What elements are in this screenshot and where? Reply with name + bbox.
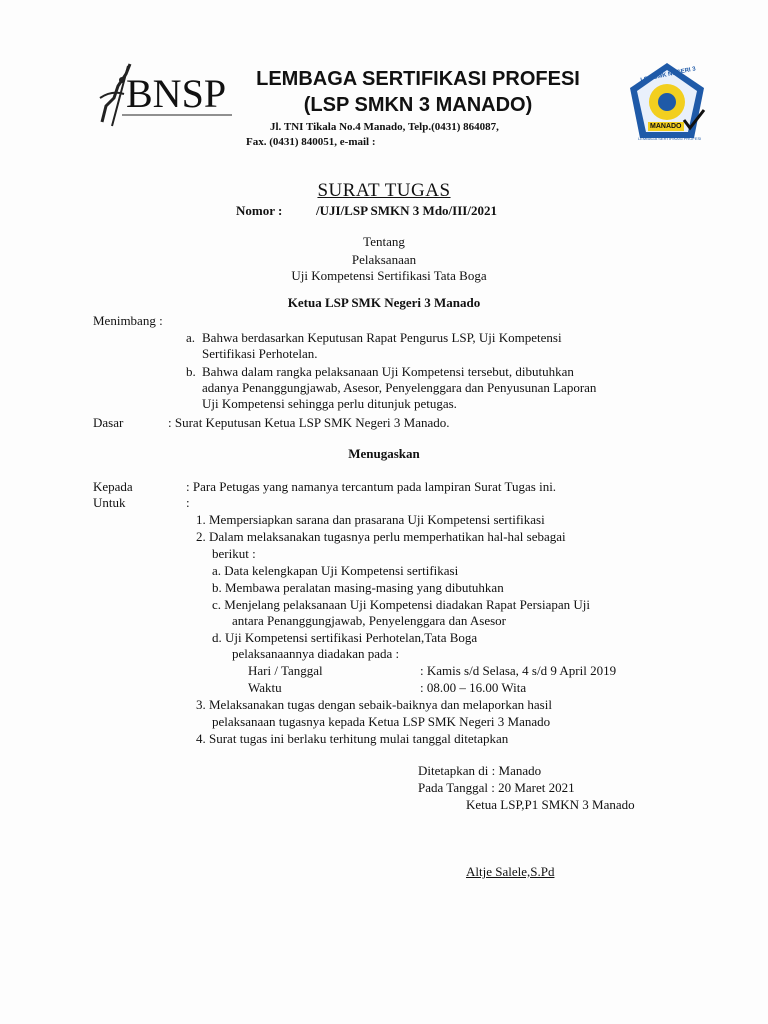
jabatan-line: Ketua LSP,P1 SMKN 3 Manado <box>466 797 635 812</box>
lsp-seal <box>624 60 710 144</box>
untuk-label: Untuk <box>93 495 126 510</box>
dasar-label: Dasar <box>93 415 124 430</box>
issuer-line: Ketua LSP SMK Negeri 3 Manado <box>287 295 481 310</box>
signatory-name: Altje Salele,S.Pd <box>466 864 555 879</box>
task-4: 4. Surat tugas ini berlaku terhitung mulai tanggal ditetapkan <box>196 731 509 746</box>
tanggal-line: Pada Tanggal : 20 Maret 2021 <box>418 780 575 795</box>
nomor-label: Nomor : <box>236 203 283 218</box>
task-1: 1. Mempersiapkan sarana dan prasarana Uji Kompetensi sertifikasi <box>196 512 545 527</box>
ditetapkan-line: Ditetapkan di : Manado <box>418 763 542 778</box>
task-3-line2: pelaksanaan tugasnya kepada Ketua LSP SMK Negeri 3 Manado <box>212 714 551 729</box>
kepada-label: Kepada <box>93 479 133 494</box>
dasar-text: : Surat Keputusan Ketua LSP SMK Negeri 3 Manado. <box>168 415 450 430</box>
org-name-line2: (LSP SMKN 3 MANADO) <box>303 94 533 116</box>
menimbang-marker-a: a. <box>186 330 196 345</box>
bnsp-logo <box>92 60 232 130</box>
waktu-value: : 08.00 – 16.00 Wita <box>420 680 527 695</box>
letter-title: SURAT TUGAS <box>317 180 451 201</box>
menimbang-label: Menimbang : <box>93 313 163 328</box>
menimbang-a-line2: Sertifikasi Perhotelan. <box>202 346 318 361</box>
tentang-line2: Pelaksanaan <box>351 252 417 267</box>
nomor-value: /UJI/LSP SMKN 3 Mdo/III/2021 <box>316 203 497 218</box>
hari-value: : Kamis s/d Selasa, 4 s/d 9 April 2019 <box>420 663 617 678</box>
menimbang-a-line1: Bahwa berdasarkan Keputusan Rapat Pengurus LSP, Uji Kompetensi <box>202 330 562 345</box>
subtask-b: b. Membawa peralatan masing-masing yang dibutuhkan <box>212 580 504 595</box>
untuk-colon: : <box>186 495 190 510</box>
task-3-line1: 3. Melaksanakan tugas dengan sebaik-baiknya dan melaporkan hasil <box>196 697 552 712</box>
hari-label: Hari / Tanggal <box>248 663 323 678</box>
subtask-a: a. Data kelengkapan Uji Kompetensi sertifikasi <box>212 563 459 578</box>
subtask-c-line2: antara Penanggungjawab, Penyelenggara dan Asesor <box>232 613 506 628</box>
menimbang-marker-b: b. <box>186 364 196 379</box>
address-line2: Fax. (0431) 840051, e-mail : <box>246 136 376 148</box>
tentang-line1: Tentang <box>363 234 405 249</box>
seal-top-text: LSP SMK NEGERI 3 <box>639 66 697 84</box>
menimbang-b-line2: adanya Penanggungjawab, Asesor, Penyelenggara dan Penyusunan Laporan <box>202 380 597 395</box>
menimbang-b-line1: Bahwa dalam rangka pelaksanaan Uji Kompetensi tersebut, dibutuhkan <box>202 364 574 379</box>
menugaskan-heading: Menugaskan <box>348 446 420 461</box>
seal-city-text: MANADO <box>650 123 682 130</box>
tentang-line3: Uji Kompetensi Sertifikasi Tata Boga <box>291 268 487 283</box>
task-2-line2: berikut : <box>212 546 256 561</box>
menimbang-b-line3: Uji Kompetensi sehingga perlu ditunjuk petugas. <box>202 396 457 411</box>
kepada-text: : Para Petugas yang namanya tercantum pada lampiran Surat Tugas ini. <box>186 479 557 494</box>
subtask-d-line1: d. Uji Kompetensi sertifikasi Perhotelan,Tata Boga <box>212 630 478 645</box>
bnsp-logo-text: BNSP <box>126 71 227 116</box>
address-line1: Jl. TNI Tikala No.4 Manado, Telp.(0431) 864087, <box>270 121 499 133</box>
subtask-d-line2: pelaksanaannya diadakan pada : <box>232 646 400 661</box>
subtask-c-line1: c. Menjelang pelaksanaan Uji Kompetensi diadakan Rapat Persiapan Uji <box>212 597 590 612</box>
waktu-label: Waktu <box>248 680 282 695</box>
org-name-line1: LEMBAGA SERTIFIKASI PROFESI <box>256 68 580 90</box>
task-2-line1: 2. Dalam melaksanakan tugasnya perlu memperhatikan hal-hal sebagai <box>196 529 566 544</box>
seal-bottom-text: LEMBAGA SERTIFIKASI PROFESI <box>638 136 702 141</box>
